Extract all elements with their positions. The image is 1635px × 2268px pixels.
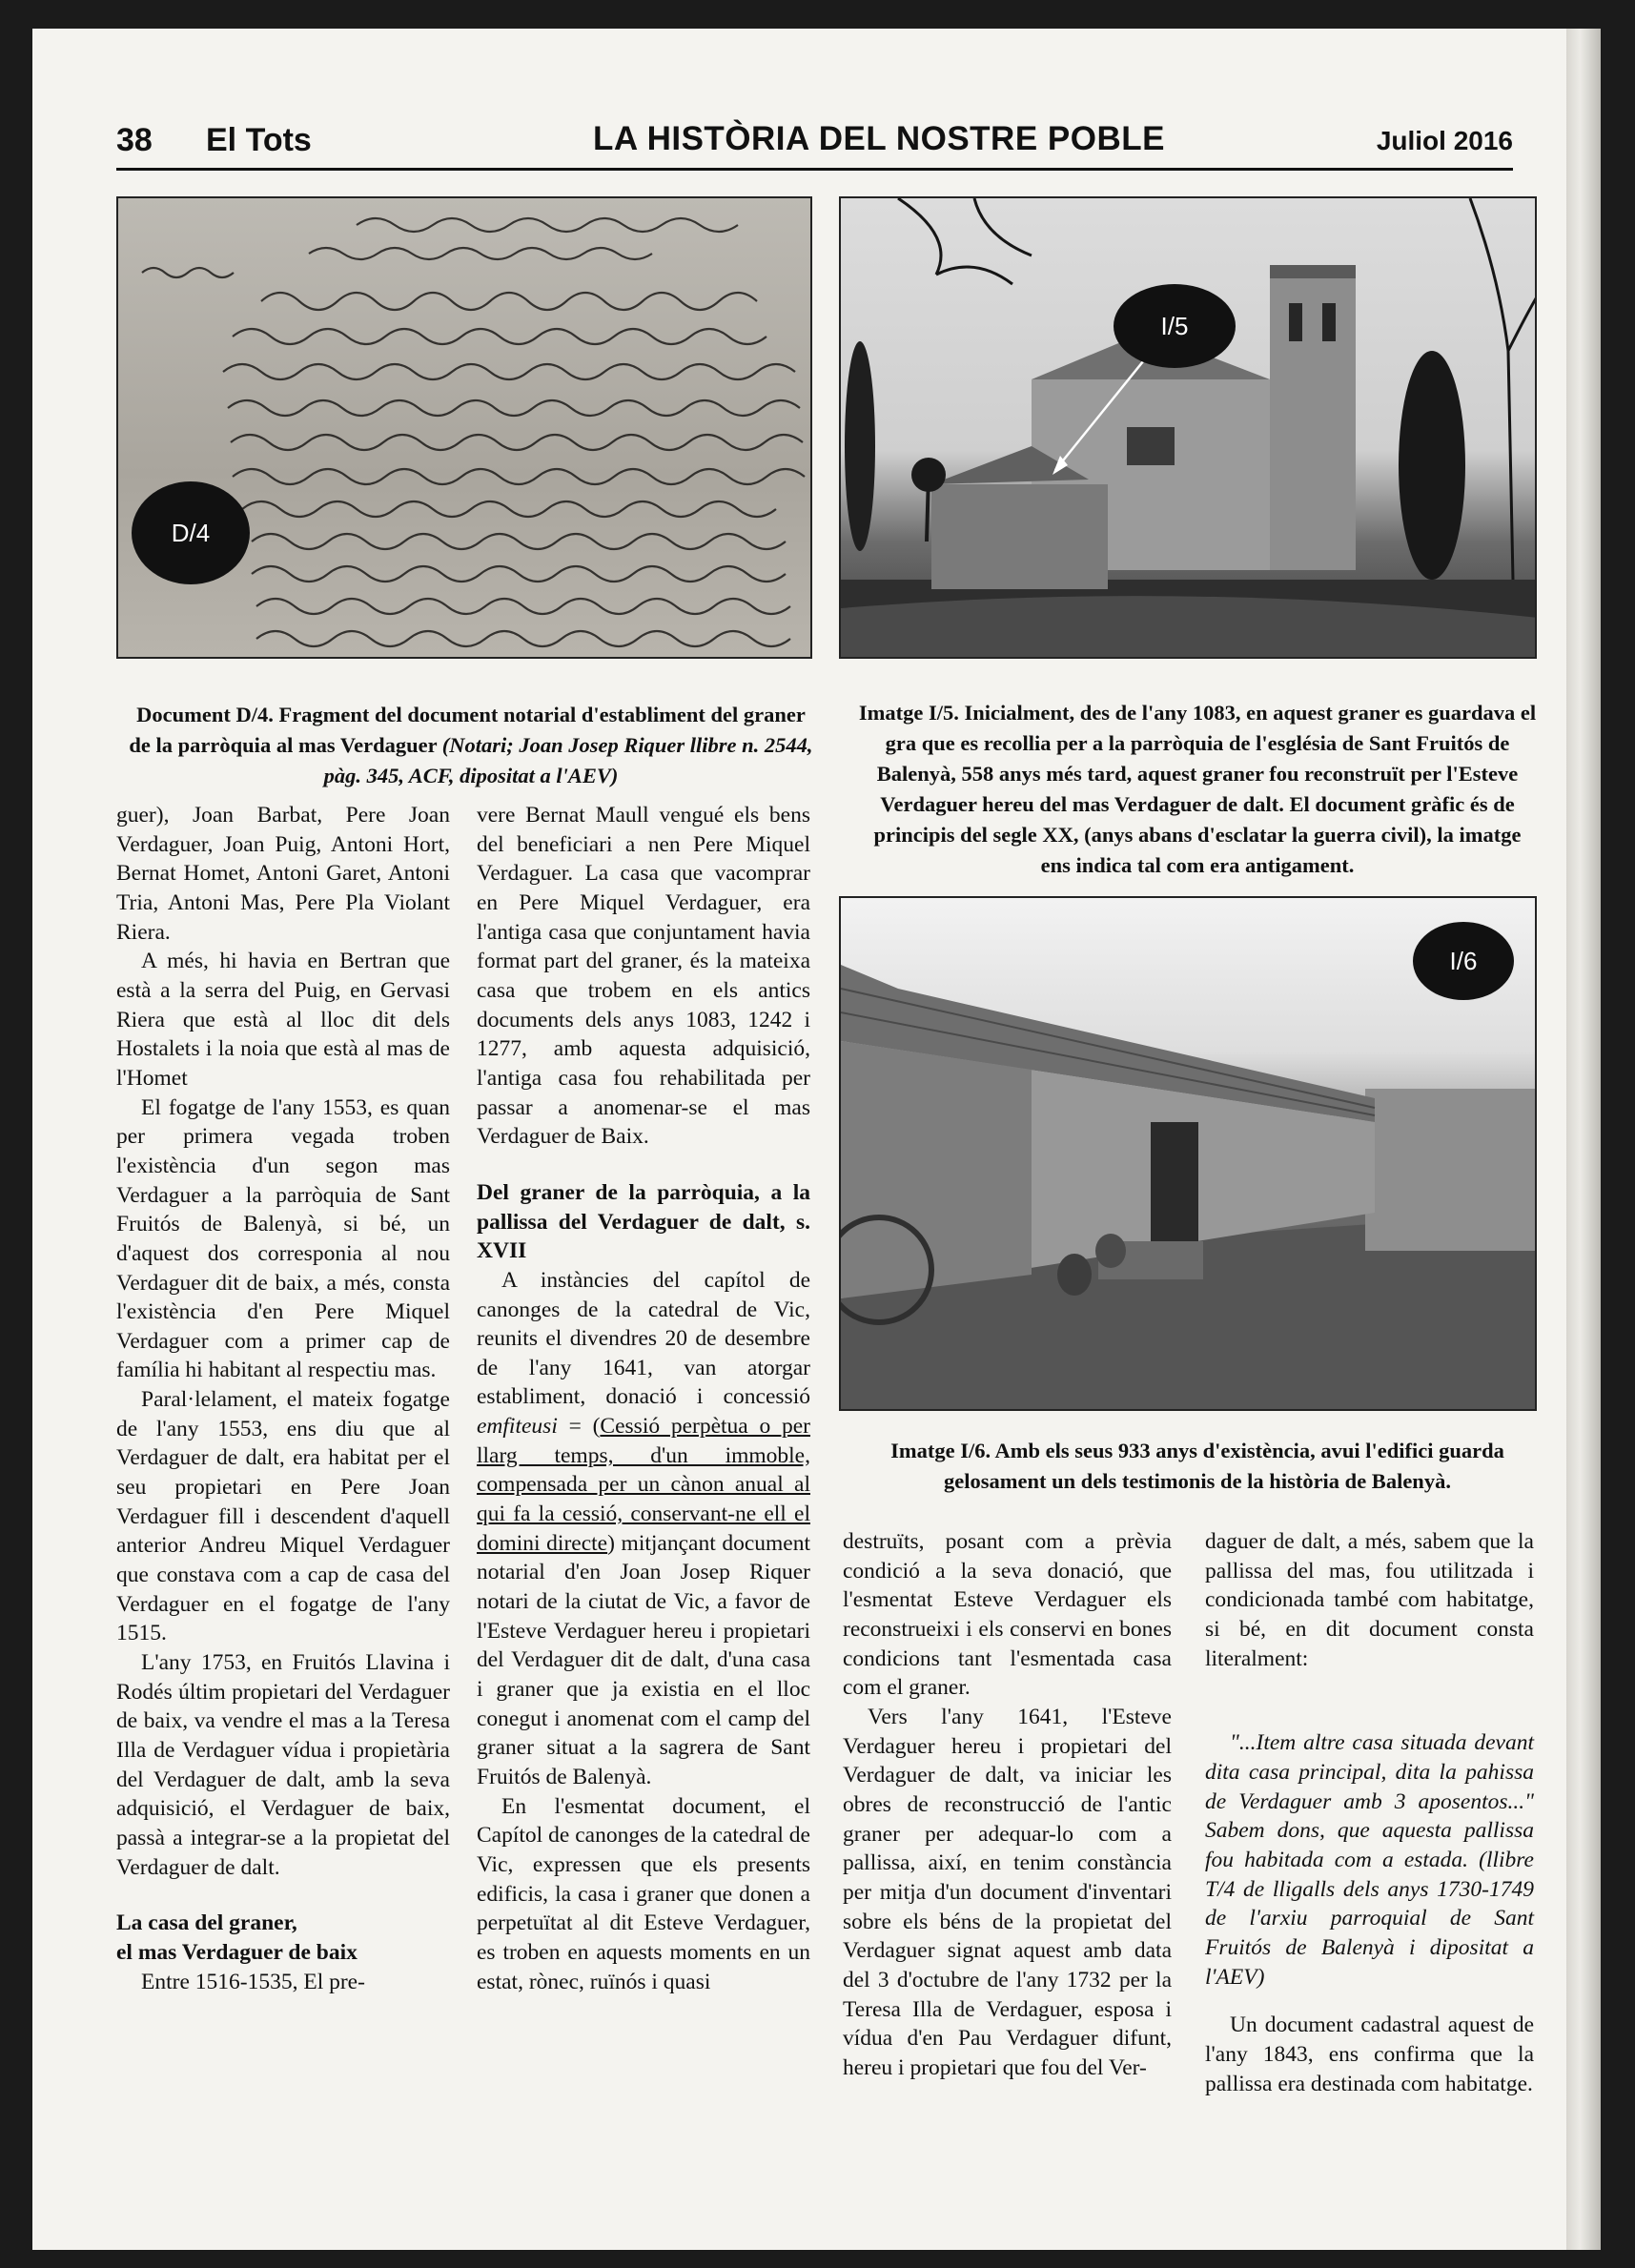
image-label: D/4: [171, 518, 211, 547]
text-run: ) mitjançant document notarial d'en Joan Josep Riquer notari de la ciutat de Vic, a favor de l'Esteve Verdaguer hereu i propietari del Verdaguer dit de dalt, d'una casa i graner que ja existia en el lloc conegut i anomenat com el camp del graner situat a la sagrera de Sant Fruitós de Balenyà.: [477, 1530, 811, 1789]
adjacent-page-edge: [1566, 29, 1601, 2250]
text-column-2: [477, 801, 810, 1996]
paragraph: [477, 1266, 810, 1792]
manuscript-photo: [116, 196, 812, 659]
image-label-badge: [1413, 922, 1514, 1000]
quote-source: Sabem dons, que aquesta pallissa fou habitada com a estada. (llibre T/4 de lligalls dels anys 1730-1749 de l'arxiu parroquial de Sant Fruitós de Balenyà i dipositat a l'AEV): [1205, 1818, 1534, 1990]
page-header: [116, 93, 1513, 170]
text-column-3: [843, 1527, 1172, 2082]
paragraph: Entre 1516-1535, El pre-: [141, 1969, 365, 1994]
text-run: = (: [568, 1414, 601, 1440]
caption-d4-source: (Notari; Joan Josep Riquer llibre n. 2544, pàg. 345, ACF, dipositat a l'AEV): [323, 732, 813, 787]
paragraph: destruïts, posant com a prèvia condició a la seva donació, que l'esmentat Esteve Verdaguer els reconstrueixi i els conservi en bones condicions tant l'esmentada casa com el graner.: [843, 1529, 1172, 1701]
caption-d4: [128, 700, 814, 791]
magazine-page: [32, 29, 1601, 2250]
text-column-1: [116, 801, 450, 1996]
paragraph: A més, hi havia en Bertran que està a la serra del Puig, en Gervasi Riera que està al lloc dit dels Hostalets i la noia que està al mas de l'Homet: [116, 949, 450, 1091]
paragraph: El fogatge de l'any 1553, es quan per primera vegada troben l'existència d'un segon mas Verdaguer a la parròquia de Sant Fruitós de Balenyà, si bé, un d'aquest dos corresponia al nou Verdaguer dit de baix, a més, consta l'existència d'en Pere Miquel Verdaguer com a primer cap de família hi habitant al respectiu mas.: [116, 1094, 450, 1383]
caption-i5-text: Imatge I/5. Inicialment, des de l'any 1083, en aquest graner es guardava el gra que es recollia per a la parròquia de l'església de Sant Fruitós de Balenyà, 558 anys més tard, aquest graner fou reconstruït per l'Esteve Verdaguer hereu del mas Verdaguer de dalt. El document gràfic és de principis del segle XX, (anys abans d'esclatar la guerra civil), la imatge ens indica tal com era antigament.: [858, 701, 1537, 877]
issue-date: Juliol 2016: [1376, 126, 1513, 155]
image-label-badge: [1114, 284, 1236, 368]
paragraph: Un document cadastral aquest de l'any 1843, ens confirma que la pallissa era destinada com habitatge.: [1205, 2013, 1534, 2096]
section-title: LA HISTÒRIA DEL NOSTRE POBLE: [593, 120, 1165, 157]
caption-i5: [858, 698, 1537, 881]
church-photo: [839, 196, 1537, 659]
image-label: I/5: [1160, 311, 1189, 340]
paragraph: Vers l'any 1641, l'Esteve Verdaguer hereu i propietari del Verdaguer de dalt, va iniciar les obres de reconstrucció de l'antic graner per adequar-lo com a pallissa, així, en tenim constància per mitja d'un document d'inventari sobre els béns de la propietat del Verdaguer signat aquest amb data del 3 d'octubre de l'any 1732 per la Teresa Illa de Verdaguer, esposa i vídua d'en Pau Verdaguer difunt, hereu i propietari que fou del Ver-: [843, 1704, 1172, 2080]
text-run: A instàncies del capítol de canonges de la catedral de Vic, reunits el divendres 20 de desembre de l'any 1641, van atorgar establiment, donació i concessió: [477, 1267, 810, 1410]
page-number: 38: [116, 122, 153, 158]
caption-i6-text: Imatge I/6. Amb els seus 933 anys d'existència, avui l'edifici guarda gelosament un dels testimonis de la història de Balenyà.: [890, 1439, 1504, 1493]
text-column-4: [1205, 1527, 1534, 2098]
subheading: Del graner de la parròquia, a la pallissa del Verdaguer de dalt, s. XVII: [477, 1179, 810, 1264]
header-rule: [116, 168, 1513, 171]
caption-i6: [858, 1436, 1537, 1497]
barn-photo: [839, 896, 1537, 1411]
paragraph: Paral·lelament, el mateix fogatge de l'any 1553, ens diu que al Verdaguer de dalt, era habitat per el seu propietari en Pere Joan Verdaguer fill i descendent d'aquell anterior Andreu Miquel Verdaguer que constava com a cap de casa del Verdaguer en el fogatge de l'any 1515.: [116, 1387, 450, 1646]
paragraph: daguer de dalt, a més, sabem que la pallissa del mas, fou utilitzada i condicionada també com habitatge, si bé, en dit document consta literalment:: [1205, 1529, 1534, 1671]
manuscript-handwriting: [118, 198, 812, 659]
church-illustration: [841, 198, 1537, 659]
image-label: I/6: [1449, 946, 1478, 975]
paragraph: vere Bernat Maull vengué els bens del beneficiari a nen Pere Miquel Verdaguer. La casa que vacomprar en Pere Miquel Verdaguer, era l'antiga casa que conjuntament havia format part del graner, és la mateixa casa que trobem en els antics documents dels anys 1083, 1242 i 1277, amb aquesta adquisició, l'antiga casa fou rehabilitada per passar a anomenar-se el mas Verdaguer de Baix.: [477, 803, 810, 1150]
quote-text: "...Item altre casa situada devant dita casa principal, dita la pahissa de Verdaguer amb 3 aposentos...": [1205, 1730, 1534, 1814]
image-label-badge: [132, 481, 250, 584]
definition-underlined: Cessió perpètua o per llarg temps, d'un immoble, compensada per un cànon anual al qui fa la cessió, conservant-ne ell el domini directe: [477, 1414, 810, 1556]
magazine-name: El Tots: [206, 122, 312, 158]
subheading-line: La casa del graner,: [116, 1910, 297, 1936]
subheading-line: el mas Verdaguer de baix: [116, 1939, 358, 1965]
caption-d4-text: Document D/4. Fragment del document notarial d'establiment del graner de la parròquia al mas Verdaguer: [129, 703, 806, 757]
paragraph: En l'esmentat document, el Capítol de canonges de la catedral de Vic, expressen que els presents edificis, la casa i graner que donen a perpetuïtat al dit Esteve Verdaguer, es troben en aquests moments en un estat, rònec, ruïnós i quasi: [477, 1793, 810, 1994]
term-emfiteusi: emfiteusi: [477, 1414, 558, 1440]
quote-paragraph: [1205, 1728, 1534, 1992]
subheading: [116, 1909, 450, 1967]
paragraph: guer), Joan Barbat, Pere Joan Verdaguer, Joan Puig, Antoni Hort, Bernat Homet, Antoni Garet, Antoni Tria, Antoni Mas, Pere Pla Violant Riera.: [116, 803, 450, 945]
paragraph: L'any 1753, en Fruitós Llavina i Rodés últim propietari del Verdaguer de baix, va vendre el mas a la Teresa Illa de Verdaguer vídua i propietària del Verdaguer de dalt, amb la seva adquisició, el Verdaguer de baix, passà a integrar-se a la propietat del Verdaguer de dalt.: [116, 1650, 450, 1880]
